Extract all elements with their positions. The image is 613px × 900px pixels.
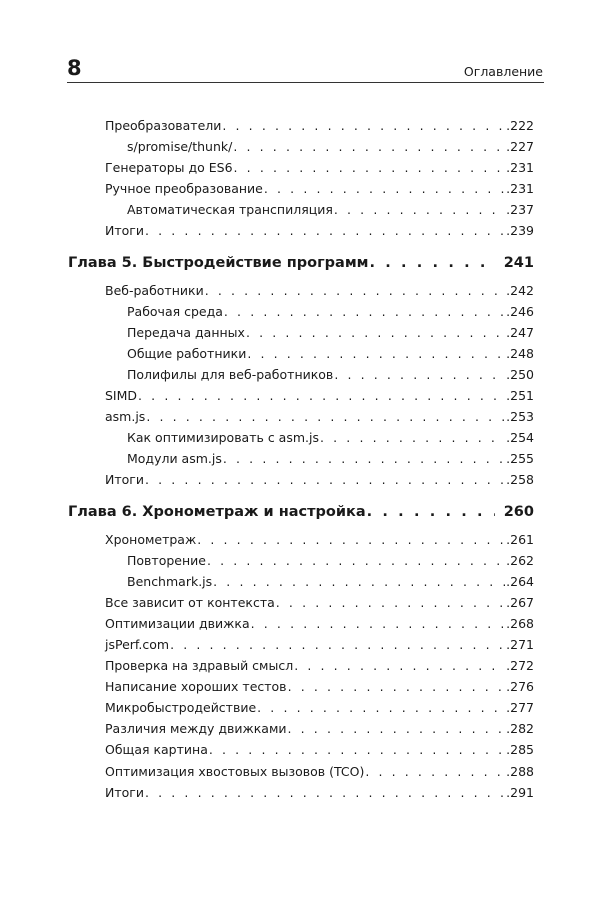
toc-entry (68, 764, 534, 785)
dot-leader (145, 785, 505, 800)
toc-entry (68, 679, 534, 700)
toc-entry (68, 451, 534, 472)
toc-entry-title: Веб-работники (105, 282, 204, 298)
dot-leader (257, 700, 505, 715)
toc-entry (68, 532, 534, 553)
toc-page-number: .291 (506, 784, 534, 800)
toc-entry (68, 160, 534, 181)
toc-entry (68, 283, 534, 304)
dot-leader (288, 679, 506, 694)
toc-entry-title: Ручное преобразование (105, 181, 263, 197)
toc-entry-title: SIMD (105, 388, 138, 404)
dot-leader (222, 118, 505, 133)
toc-entry-title: Глава 5. Быстродействие программ (68, 254, 369, 271)
toc-entry (68, 616, 534, 637)
dot-leader (213, 574, 505, 589)
toc-chapter-heading (68, 255, 534, 281)
toc-page-number: .247 (506, 324, 534, 340)
toc-entry (68, 637, 534, 658)
dot-leader (146, 409, 505, 424)
toc-entry (68, 595, 534, 616)
toc-entry-title: Преобразователи (105, 118, 222, 133)
dot-leader (197, 532, 505, 547)
dot-leader (334, 367, 505, 382)
dot-leader (264, 181, 505, 196)
toc-page-number: .262 (506, 552, 534, 568)
dot-leader (223, 451, 505, 466)
toc-page-number: .227 (506, 139, 534, 155)
toc-entry-title: Модули asm.js (127, 451, 222, 467)
dot-leader (145, 223, 505, 238)
running-title: Оглавление (463, 64, 543, 79)
toc-entry-title: asm.js (105, 409, 146, 425)
toc-entry (68, 388, 534, 409)
dot-leader (145, 472, 505, 487)
toc-entry (68, 574, 534, 595)
toc-entry (68, 409, 534, 430)
toc-page-number: .285 (506, 742, 534, 758)
dot-leader (288, 721, 506, 736)
toc-entry (68, 553, 534, 574)
dot-leader (276, 595, 505, 610)
toc-page-number: .267 (506, 594, 534, 610)
toc-page-number: .251 (506, 388, 534, 404)
header-rule (67, 82, 544, 83)
table-of-contents (68, 118, 534, 806)
toc-entry-title: Полифилы для веб-работников (127, 366, 334, 382)
toc-entry (68, 202, 534, 223)
toc-entry-title: Итоги (105, 223, 144, 239)
toc-page-number: 260 (503, 503, 534, 520)
toc-page-number: .264 (506, 573, 534, 589)
dot-leader (234, 160, 506, 175)
toc-entry (68, 181, 534, 202)
dot-leader (170, 637, 505, 652)
toc-entry-title: Проверка на здравый смысл (105, 658, 294, 674)
toc-entry-title: Рабочая среда (127, 303, 223, 319)
toc-page-number: .288 (506, 763, 534, 779)
dot-leader (294, 658, 505, 673)
toc-entry-title: Автоматическая транспиляция (127, 202, 333, 218)
toc-page-number: .246 (506, 303, 534, 319)
toc-entry-title: Общая картина (105, 742, 208, 758)
dot-leader (246, 325, 505, 340)
toc-page-number: .242 (506, 282, 534, 298)
toc-page-number: .255 (506, 451, 534, 467)
toc-entry (68, 430, 534, 451)
toc-entry-title: Различия между движками (105, 721, 287, 737)
toc-entry-title: Оптимизации движка (105, 615, 250, 631)
toc-entry-title: Передача данных (127, 324, 245, 340)
toc-page-number: .258 (506, 472, 534, 488)
toc-chapter-heading (68, 504, 534, 530)
toc-entry (68, 658, 534, 679)
dot-leader (251, 616, 506, 631)
dot-leader (224, 304, 505, 319)
toc-entry (68, 139, 534, 160)
page-number: 8 (67, 56, 82, 80)
toc-page-number: .276 (506, 679, 534, 695)
toc-entry (68, 700, 534, 721)
toc-entry-title: jsPerf.com (105, 636, 170, 652)
toc-entry (68, 367, 534, 388)
dot-leader (320, 430, 505, 445)
toc-entry-title: Benchmark.js (127, 573, 213, 589)
toc-entry (68, 325, 534, 346)
toc-page-number: .250 (506, 366, 534, 382)
dot-leader (334, 202, 505, 217)
toc-entry-title: Итоги (105, 784, 144, 800)
dot-leader (370, 255, 495, 271)
toc-page-number: .277 (506, 700, 534, 716)
dot-leader (209, 742, 505, 757)
toc-entry-title: Генераторы до ES6 (105, 160, 233, 176)
toc-page-number: .231 (506, 160, 534, 176)
toc-page-number: .272 (506, 658, 534, 674)
toc-entry-title: Написание хороших тестов (105, 679, 287, 695)
toc-page-number: .237 (506, 202, 534, 218)
toc-entry (68, 472, 534, 493)
dot-leader (233, 139, 505, 154)
toc-entry (68, 721, 534, 742)
toc-page-number: .231 (506, 181, 534, 197)
toc-page-number: .261 (506, 531, 534, 547)
toc-entry-title: Хронометраж (105, 531, 197, 547)
toc-page-number: .253 (506, 409, 534, 425)
toc-entry (68, 785, 534, 806)
dot-leader (365, 764, 505, 779)
dot-leader (205, 283, 505, 298)
toc-entry-title: Общие работники (127, 345, 247, 361)
toc-entry-title: s/promise/thunk/ (127, 139, 233, 155)
toc-page-number: .248 (506, 345, 534, 361)
toc-entry-title: Оптимизация хвостовых вызовов (TCO) (105, 763, 365, 779)
toc-entry (68, 346, 534, 367)
toc-page-number: .271 (506, 636, 534, 652)
toc-page-number: .268 (506, 615, 534, 631)
toc-page-number: .254 (506, 430, 534, 446)
dot-leader (367, 504, 495, 520)
toc-page-number: 241 (503, 254, 534, 271)
dot-leader (247, 346, 505, 361)
toc-entry-title: Как оптимизировать с asm.js (127, 430, 319, 446)
toc-page-number: .239 (506, 223, 534, 239)
toc-entry (68, 304, 534, 325)
dot-leader (138, 388, 505, 403)
toc-entry (68, 223, 534, 244)
toc-entry (68, 118, 534, 139)
toc-entry-title: Глава 6. Хронометраж и настройка (68, 503, 366, 520)
toc-entry-title: Микробыстродействие (105, 700, 257, 716)
toc-entry-title: Итоги (105, 472, 144, 488)
toc-entry-title: Повторение (127, 552, 206, 568)
toc-page-number: .282 (506, 721, 534, 737)
toc-entry (68, 742, 534, 763)
dot-leader (207, 553, 505, 568)
toc-entry-title: Все зависит от контекста (105, 594, 275, 610)
toc-page-number: .222 (506, 118, 534, 133)
